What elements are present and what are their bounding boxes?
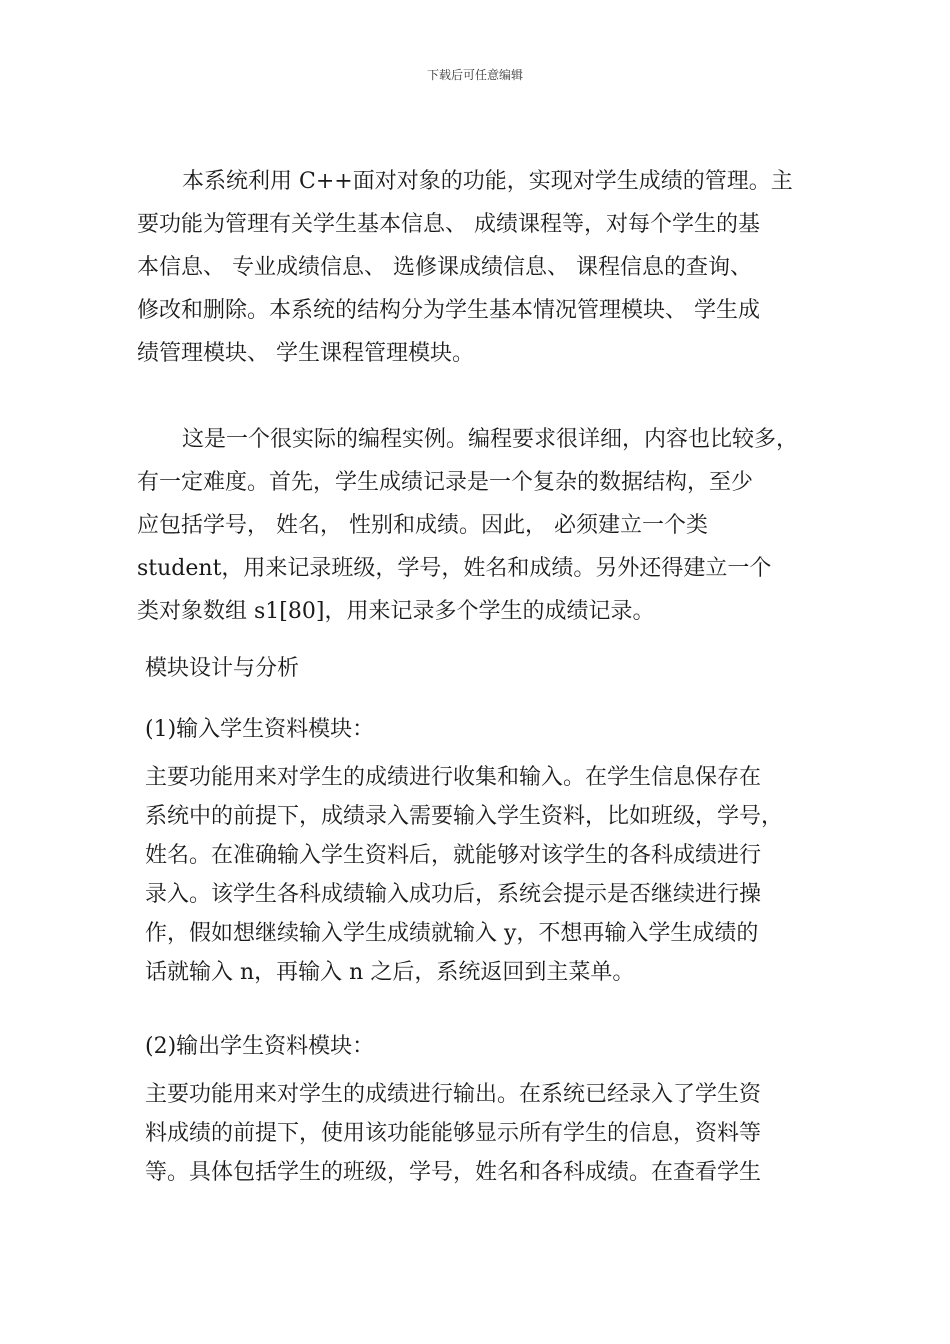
module2-paragraph <box>145 1075 761 1192</box>
module1-paragraph <box>145 758 783 992</box>
intro-line: 修改和删除。本系统的结构分为学生基本情况管理模块、 学生成 <box>137 298 760 323</box>
page-header: 下载后可任意编辑 <box>426 68 523 82</box>
example-line: 应包括学号， 姓名， 性别和成绩。因此， 必须建立一个类 <box>137 513 708 538</box>
example-paragraph <box>137 418 798 633</box>
module2-line: 等。具体包括学生的班级，学号，姓名和各科成绩。在查看学生 <box>145 1160 762 1185</box>
module1-line: 主要功能用来对学生的成绩进行收集和输入。在学生信息保存在 <box>145 765 762 790</box>
module1-line: 录入。该学生各科成绩输入成功后，系统会提示是否继续进行操 <box>145 882 762 907</box>
example-line: student，用来记录班级，学号，姓名和成绩。另外还得建立一个 <box>137 556 772 581</box>
module2-line: 料成绩的前提下，使用该功能能够显示所有学生的信息，资料等 <box>145 1121 762 1146</box>
intro-paragraph <box>137 160 793 375</box>
module1-line: 系统中的前提下，成绩录入需要输入学生资料，比如班级，学号， <box>145 804 784 829</box>
example-line: 有一定难度。首先，学生成绩记录是一个复杂的数据结构，至少 <box>137 470 754 495</box>
section-title: 模块设计与分析 <box>145 656 300 681</box>
intro-line: 本系统利用 C++面对对象的功能，实现对学生成绩的管理。主 <box>182 169 793 194</box>
module2-line: 主要功能用来对学生的成绩进行输出。在系统已经录入了学生资 <box>145 1082 762 1107</box>
example-line: 这是一个很实际的编程实例。编程要求很详细，内容也比较多， <box>182 427 799 452</box>
example-line: 类对象数组 s1[80]，用来记录多个学生的成绩记录。 <box>137 599 655 624</box>
intro-line: 绩管理模块、 学生课程管理模块。 <box>137 341 474 366</box>
module2-title: (2)输出学生资料模块： <box>145 1034 375 1059</box>
module1-title: (1)输入学生资料模块： <box>145 717 375 742</box>
module1-line: 作，假如想继续输入学生成绩就输入 y，不想再输入学生成绩的 <box>145 921 759 946</box>
module1-line: 姓名。在准确输入学生资料后，就能够对该学生的各科成绩进行 <box>145 843 762 868</box>
module1-line: 话就输入 n，再输入 n 之后，系统返回到主菜单。 <box>145 960 635 985</box>
intro-line: 要功能为管理有关学生基本信息、 成绩课程等，对每个学生的基 <box>137 212 760 237</box>
intro-line: 本信息、 专业成绩信息、 选修课成绩信息、 课程信息的查询、 <box>137 255 752 280</box>
